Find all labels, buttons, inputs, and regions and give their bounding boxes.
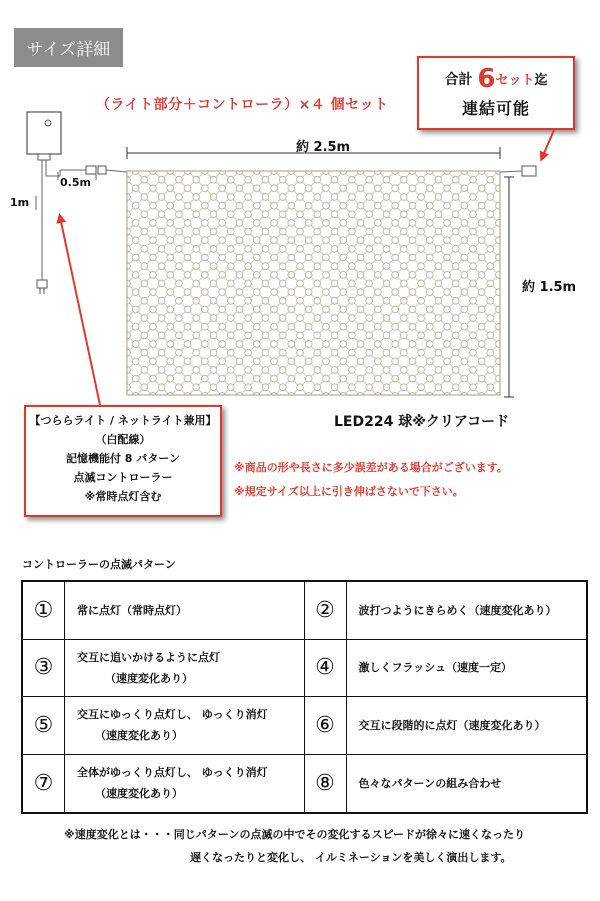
connector-left: [86, 166, 96, 174]
callout-suffix: 迄: [534, 73, 548, 88]
controller-spec-line: 【つららライト / ネットライト兼用】: [29, 414, 217, 427]
led-spec-label: LED224 球※クリアコード: [334, 414, 510, 430]
pattern-number: ③: [23, 640, 65, 698]
pattern-description: 色々なパターンの組み合わせ: [358, 776, 502, 790]
callout-arrow: [542, 130, 554, 158]
callout-unit: セット: [495, 73, 535, 88]
controller-spec-line: 記憶機能付 8 パターン: [65, 452, 181, 465]
controller-icon: [27, 112, 61, 160]
pattern-description: 交互に追いかけるように点灯 （速度変化あり）: [65, 640, 305, 698]
pattern-description: 交互にゆっくり点灯し、 ゆっくり消灯 （速度変化あり）: [65, 697, 305, 755]
pattern-heading: コントローラーの点滅パターン: [22, 558, 176, 571]
pattern-number: ⑦: [23, 755, 65, 813]
pattern-description: 常に点灯（常時点灯）: [65, 582, 305, 640]
pattern-description: 波打つようにきらめく（速度変化あり）: [347, 582, 587, 640]
cord-length-label: 1m: [10, 196, 30, 209]
footnote-line1: ※速度変化とは・・・同じパターンの点滅の中でその変化するスピードが徐々に速くなったり: [64, 828, 526, 841]
pattern-number: ④: [305, 640, 347, 698]
controller-arrow: [60, 217, 100, 405]
callout-prefix: 合計: [444, 72, 473, 88]
pattern-number: ⑥: [305, 697, 347, 755]
set-label: （ライト部分＋コントローラ）×４ 個セット: [96, 97, 389, 113]
plug-icon: [37, 280, 47, 288]
pattern-number: ①: [23, 582, 65, 640]
pattern-number: ⑤: [23, 697, 65, 755]
callout-line2: 連結可能: [461, 99, 530, 118]
pattern-number: ⑧: [305, 755, 347, 813]
lead-cord: [46, 160, 86, 176]
pattern-description: 全体がゆっくり点灯し、 ゆっくり消灯 （速度変化あり）: [65, 755, 305, 813]
controller-spec-line: （白配線）: [95, 433, 151, 446]
footnote-line2: 遅くなったりと変化し、 イルミネーションを美しく演出します。: [190, 851, 512, 864]
height-label: 約 1.5m: [522, 280, 577, 295]
lead-length-label: 0.5m: [60, 176, 91, 189]
note-no-stretch: ※規定サイズ以上に引き伸ばさないで下さい。: [234, 485, 464, 498]
callout-number: 6: [477, 64, 496, 94]
section-title: サイズ詳細: [26, 40, 111, 60]
controller-spec-box: [24, 405, 222, 517]
pattern-description: 激しくフラッシュ（速度一定）: [347, 640, 587, 698]
note-tolerance: ※商品の形や長さに多少誤差がある場合がございます。: [234, 461, 508, 474]
controller-spec-line: ※常時点灯含む: [84, 490, 162, 503]
pattern-description: 交互に段階的に点灯（速度変化あり）: [347, 697, 587, 755]
width-label: 約 2.5m: [296, 140, 351, 155]
pattern-table: [21, 580, 588, 814]
connector-right: [522, 166, 536, 176]
pattern-number: ②: [305, 582, 347, 640]
controller-spec-line: 点滅コントローラー: [73, 471, 173, 484]
net-light: [127, 171, 500, 395]
